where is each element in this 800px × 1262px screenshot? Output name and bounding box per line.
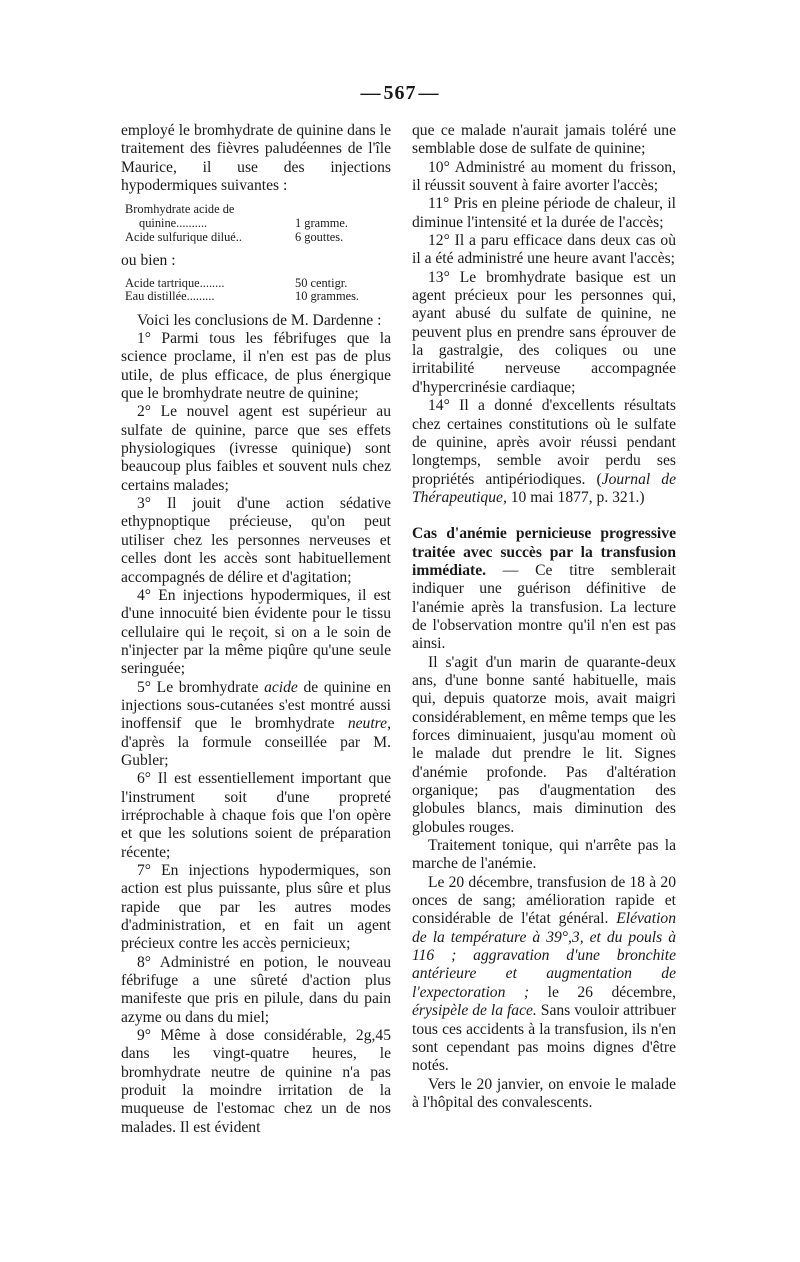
- article-paragraph: Cas d'anémie pernicieuse progressive traitée avec succès par la transfusion immédiate. — Ce titre semblerait indiquer une guérison définitive de l'anémie après la transfusion. La lecture de l'observation montre qu'il n'en est pas ainsi.: [412, 525, 676, 653]
- page-number: — 567 —: [0, 82, 800, 105]
- formula-row: [125, 290, 391, 304]
- formula-ingredient: Eau distillée.........: [125, 289, 215, 304]
- conclusion-5: 5° Le bromhydrate acide de quinine en injections sous-cutanées s'est montré aussi inoffensif que le bromhydrate neutre, d'après la formule conseillée par M. Gubler;: [121, 678, 391, 769]
- conclusion-10: 10° Administré au moment du frisson, il réussit souvent à faire avorter l'accès;: [412, 158, 676, 195]
- formula-row: [125, 277, 391, 291]
- conclusion-13: 13° Le bromhydrate basique est un agent précieux pour les personnes qui, ayant abusé du sulfate de quinine, ne peuvent plus en prendre sans éprouver de la gastralgie, des coliques ou une irritabilité nerveuse accompagnée d'hypercrinésie cardiaque;: [412, 268, 676, 396]
- formula-ingredient: Acide tartrique........: [125, 275, 225, 290]
- intro-paragraph: employé le bromhydrate de quinine dans le traitement des fièvres paludéennes de l'île Maurice, il use des injections hypodermiques suivantes :: [121, 122, 391, 195]
- conclusion-4: 4° En injections hypodermiques, il est d'une innocuité bien évidente pour le tissu cellulaire qui le reçoit, si on a le soin de n'injecter par la même piqûre qu'une seule seringuée;: [121, 586, 391, 678]
- formula-quantity: 50 centigr.: [295, 275, 348, 290]
- formula-quantity: 6 gouttes.: [295, 229, 344, 244]
- conclusion-9-continued: que ce malade n'aurait jamais toléré une semblable dose de sulfate de quinine;: [412, 122, 676, 158]
- conclusion-14: 14° Il a donné d'excellents résultats chez certaines constitutions où le sulfate de quinine, après avoir réussi pendant longtemps, semble avoir perdu ses propriétés antipériodiques. (Journal de Thérapeutique, 10 mai 1877, p. 321.): [412, 397, 676, 506]
- section-title: Cas d'anémie pernicieuse progressive traitée avec succès par la transfusion immédiate.: [412, 525, 676, 579]
- formula-ingredient: quinine..........: [139, 215, 208, 230]
- formula-ingredient: Bromhydrate acide de: [125, 202, 235, 217]
- conclusion-1: 1° Parmi tous les fébrifuges que la science proclame, il n'en est pas de plus utile, de plus efficace, de plus énergique que le bromhydrate neutre de quinine;: [121, 330, 391, 403]
- conclusion-2: 2° Le nouvel agent est supérieur au sulfate de quinine, parce que ses effets physiologiques (ivresse quinique) sont beaucoup plus faibles et souvent nuls chez certains malades;: [121, 403, 391, 494]
- formula-1: [125, 203, 391, 244]
- formula-row: [125, 203, 391, 217]
- conclusion-12: 12° Il a paru efficace dans deux cas où il a été administré une heure avant l'accès;: [412, 232, 676, 268]
- right-column: [412, 122, 676, 1112]
- conclusion-6: 6° Il est essentiellement important que l'instrument soit d'une propreté irréprochable à chaque fois que l'on opère et que les solutions soient de préparation récente;: [121, 770, 391, 861]
- formula-row: [125, 231, 391, 245]
- conclusion-3: 3° Il jouit d'une action sédative ethypnoptique précieuse, qu'on peut utiliser chez les personnes nerveuses et celles dont les accès sont habituellement accompagnés de délire et d'agitation;: [121, 495, 391, 586]
- conclusion-9: 9° Même à dose considérable, 2g,45 dans les vingt-quatre heures, le bromhydrate neutre de quinine n'a pas produit la moindre irritation de la muqueuse de l'estomac chez un de nos malades. Il est évident: [121, 1027, 391, 1136]
- conclusion-11: 11° Pris en pleine période de chaleur, il diminue l'intensité et la durée de l'accès;: [412, 195, 676, 231]
- ou-bien-text: ou bien :: [121, 252, 176, 270]
- formula-quantity: 1 gramme.: [295, 215, 348, 230]
- formula-quantity: 10 grammes.: [295, 289, 360, 304]
- article-paragraph: Traitement tonique, qui n'arrête pas la marche de l'anémie.: [412, 837, 676, 873]
- formula-ingredient: Acide sulfurique dilué..: [125, 229, 242, 244]
- article-paragraph: Il s'agit d'un marin de quarante-deux ans, d'une bonne santé habituelle, mais qui, depuis quatorze mois, avait maigri considérablement, en même temps que les forces diminuaient, jusqu'au moment où le malade dut prendre le lit. Signes d'anémie profonde. Pas d'altération organique; pas d'augmentation des globules blancs, mais diminution des globules rouges.: [412, 653, 676, 836]
- article-paragraph: Le 20 décembre, transfusion de 18 à 20 onces de sang; amélioration rapide et considérable de l'état général. Elévation de la température à 39°,3, et du pouls à 116 ; aggravation d'une bronchite antérieure et augmentation de l'expectoration ; le 26 décembre, érysipèle de la face. Sans vouloir attribuer tous ces accidents à la transfusion, ils n'en sont cependant pas moins dignes d'être notés.: [412, 873, 676, 1075]
- article-paragraph: Vers le 20 janvier, on envoie le malade à l'hôpital des convalescents.: [412, 1075, 676, 1111]
- left-column: [121, 122, 391, 1137]
- conclusions-intro: Voici les conclusions de M. Dardenne :: [137, 311, 382, 329]
- formula-row: [125, 217, 391, 231]
- conclusion-7: 7° En injections hypodermiques, son action est plus puissante, plus sûre et plus rapide que par les autres modes d'administration, et en fait un agent précieux contre les accès pernicieux;: [121, 862, 391, 953]
- formula-2: [125, 277, 391, 304]
- conclusion-8: 8° Administré en potion, le nouveau fébrifuge a une sûreté d'action plus manifeste que pris en pilule, dans du pain azyme ou dans du miel;: [121, 953, 391, 1026]
